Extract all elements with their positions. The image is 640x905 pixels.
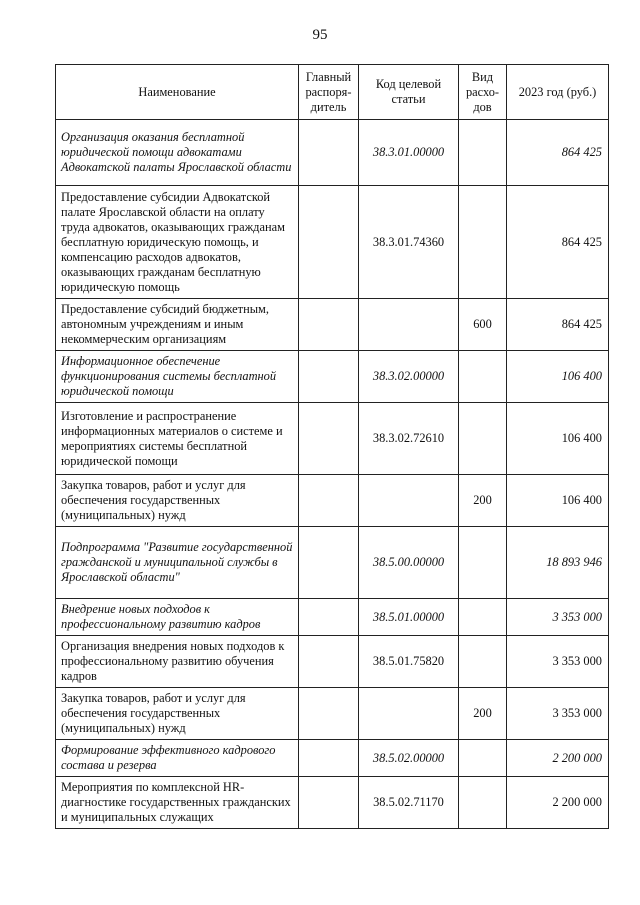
table-row — [56, 299, 609, 351]
row-amount-cell: 3 353 000 — [507, 599, 609, 636]
row-manager-cell — [299, 527, 359, 599]
row-amount-cell: 18 893 946 — [507, 527, 609, 599]
row-amount-cell: 106 400 — [507, 475, 609, 527]
row-name-cell: Организация оказания бесплатной юридической помощи адвокатами Адвокатской палаты Ярославской области — [56, 120, 299, 186]
table-row — [56, 403, 609, 475]
row-name-cell: Подпрограмма "Развитие государственной гражданской и муниципальной службы в Ярославской области" — [56, 527, 299, 599]
row-name-cell: Внедрение новых подходов к профессиональному развитию кадров — [56, 599, 299, 636]
row-code-cell — [359, 688, 459, 740]
header-manager: Главный распоря-дитель — [299, 65, 359, 120]
row-amount-cell: 106 400 — [507, 403, 609, 475]
table-row — [56, 475, 609, 527]
page-number: 95 — [312, 27, 328, 43]
row-code-cell: 38.3.01.74360 — [359, 186, 459, 299]
row-code-cell: 38.3.02.72610 — [359, 403, 459, 475]
row-name-cell: Организация внедрения новых подходов к профессиональному развитию обучения кадров — [56, 636, 299, 688]
row-expense-type-cell — [459, 527, 507, 599]
row-code-cell: 38.5.02.71170 — [359, 777, 459, 829]
table-row — [56, 636, 609, 688]
row-name-cell: Предоставление субсидии Адвокатской палате Ярославской области на оплату труда адвокатов, оказывающих гражданам бесплатную юридическую помощь, и компенсацию расходов адвокатов, оказывающих гражданам бесплатную юридическую помощь — [56, 186, 299, 299]
row-name-cell: Информационное обеспечение функционирования системы бесплатной юридической помощи — [56, 351, 299, 403]
row-expense-type-cell — [459, 120, 507, 186]
header-code: Код целевой статьи — [359, 65, 459, 120]
row-name-cell: Формирование эффективного кадрового состава и резерва — [56, 740, 299, 777]
row-expense-type-cell: 600 — [459, 299, 507, 351]
row-code-cell: 38.3.02.00000 — [359, 351, 459, 403]
row-name-cell: Закупка товаров, работ и услуг для обеспечения государственных (муниципальных) нужд — [56, 688, 299, 740]
row-expense-type-cell — [459, 186, 507, 299]
row-expense-type-cell: 200 — [459, 688, 507, 740]
row-manager-cell — [299, 351, 359, 403]
table-row — [56, 599, 609, 636]
row-manager-cell — [299, 120, 359, 186]
row-amount-cell: 864 425 — [507, 299, 609, 351]
row-manager-cell — [299, 777, 359, 829]
row-expense-type-cell: 200 — [459, 475, 507, 527]
row-code-cell: 38.5.01.00000 — [359, 599, 459, 636]
header-amount: 2023 год (руб.) — [507, 65, 609, 120]
row-amount-cell: 864 425 — [507, 186, 609, 299]
row-code-cell: 38.5.00.00000 — [359, 527, 459, 599]
row-amount-cell: 106 400 — [507, 351, 609, 403]
row-manager-cell — [299, 299, 359, 351]
row-code-cell: 38.5.02.00000 — [359, 740, 459, 777]
row-name-cell: Изготовление и распространение информационных материалов о системе и мероприятиях системы бесплатной юридической помощи — [56, 403, 299, 475]
row-name-cell: Закупка товаров, работ и услуг для обеспечения государственных (муниципальных) нужд — [56, 475, 299, 527]
row-expense-type-cell — [459, 403, 507, 475]
row-manager-cell — [299, 186, 359, 299]
row-name-cell: Мероприятия по комплексной HR-диагностике государственных гражданских и муниципальных служащих — [56, 777, 299, 829]
table-row — [56, 186, 609, 299]
header-expense-type: Вид расхо-дов — [459, 65, 507, 120]
row-amount-cell: 864 425 — [507, 120, 609, 186]
row-code-cell: 38.5.01.75820 — [359, 636, 459, 688]
table-body — [56, 120, 609, 829]
table-row — [56, 740, 609, 777]
row-code-cell — [359, 475, 459, 527]
row-amount-cell: 3 353 000 — [507, 688, 609, 740]
table-row — [56, 527, 609, 599]
row-manager-cell — [299, 740, 359, 777]
table-header-row — [56, 65, 609, 120]
row-expense-type-cell — [459, 351, 507, 403]
row-amount-cell: 2 200 000 — [507, 740, 609, 777]
row-expense-type-cell — [459, 777, 507, 829]
row-name-cell: Предоставление субсидий бюджетным, автономным учреждениям и иным некоммерческим организациям — [56, 299, 299, 351]
row-code-cell — [359, 299, 459, 351]
budget-table — [55, 64, 609, 829]
row-amount-cell: 3 353 000 — [507, 636, 609, 688]
header-name: Наименование — [56, 65, 299, 120]
row-expense-type-cell — [459, 599, 507, 636]
row-expense-type-cell — [459, 740, 507, 777]
table-row — [56, 688, 609, 740]
row-code-cell: 38.3.01.00000 — [359, 120, 459, 186]
row-manager-cell — [299, 688, 359, 740]
row-amount-cell: 2 200 000 — [507, 777, 609, 829]
row-manager-cell — [299, 475, 359, 527]
row-manager-cell — [299, 403, 359, 475]
table-row — [56, 351, 609, 403]
row-expense-type-cell — [459, 636, 507, 688]
table-row — [56, 120, 609, 186]
row-manager-cell — [299, 599, 359, 636]
row-manager-cell — [299, 636, 359, 688]
table-row — [56, 777, 609, 829]
